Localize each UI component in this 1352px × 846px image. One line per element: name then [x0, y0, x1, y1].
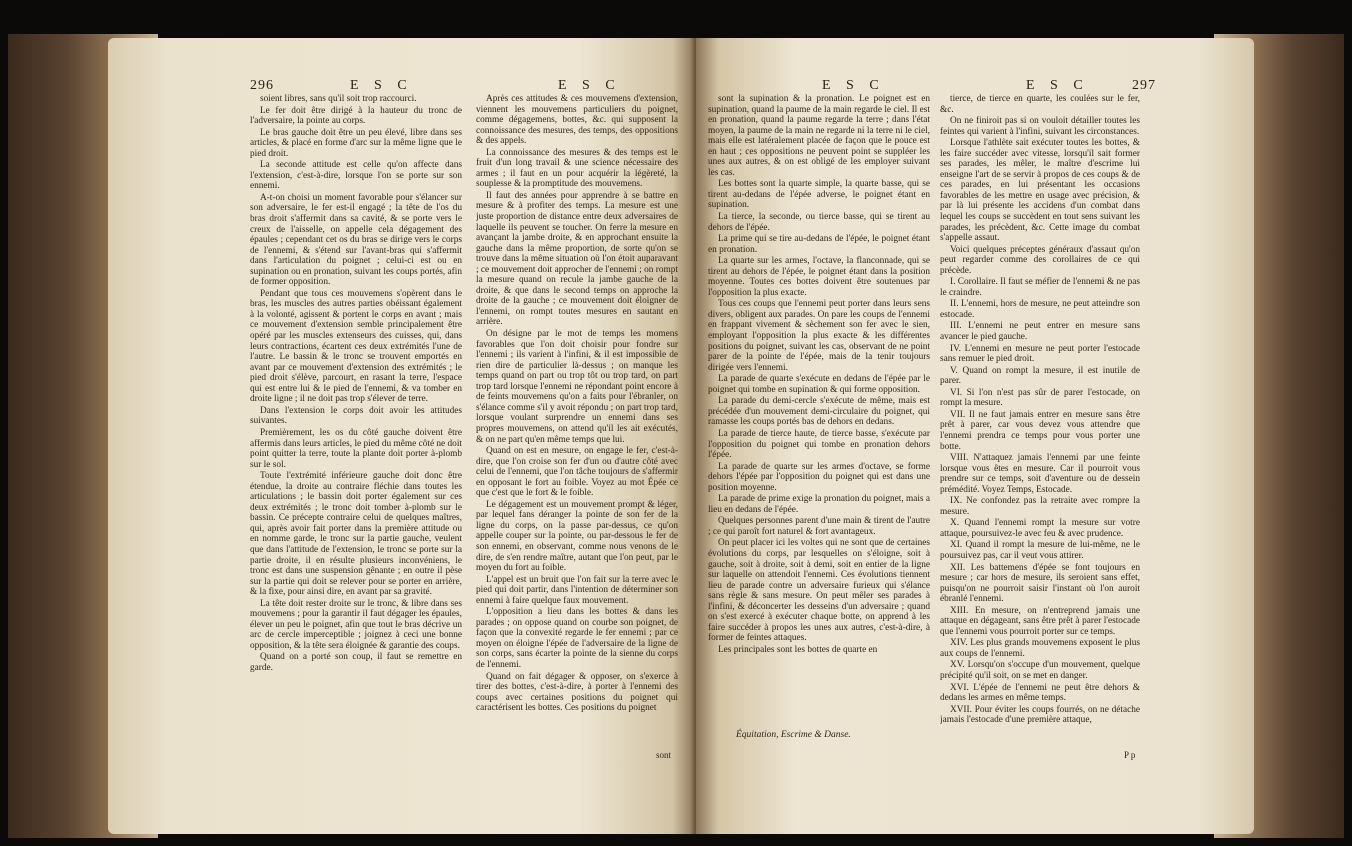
paragraph: La tierce, la seconde, ou tierce basse, qui se tirent au dehors de l'épée. — [708, 212, 930, 233]
right-page — [696, 38, 1254, 834]
paragraph: Premièrement, les os du côté gauche doivent être affermis dans leurs articles, le pied du même côté ne doit point quitter la terre, toute la plante doit porter à-plomb sur le sol. — [250, 427, 462, 470]
paragraph: III. L'ennemi ne peut entrer en mesure sans avancer le pied gauche. — [940, 321, 1140, 343]
book-spread — [8, 34, 1344, 838]
paragraph: Les bottes sont la quarte simple, la quarte basse, qui se tirent au-dedans de l'épée adverse, le poignet étant en supination. — [708, 179, 930, 211]
running-head-left-col1: E S C — [350, 78, 413, 93]
right-page-column-1 — [708, 94, 930, 724]
paragraph: La parade de quarte s'exécute en dedans de l'épée par le poignet qui tombe en supination & qui forme opposition. — [708, 374, 930, 395]
paragraph: La parade de tierce haute, de tierce basse, s'exécute par l'opposition du poignet qui tombe en pronation dehors l'épée. — [708, 428, 930, 461]
running-head-left-col2: E S C — [558, 78, 621, 93]
paragraph: XVI. L'épée de l'ennemi ne peut être dehors & dedans les armes en même temps. — [940, 682, 1140, 704]
paragraph: tierce, de tierce en quarte, les coulées sur le fer, &c. — [940, 94, 1140, 115]
signature-mark: P p — [1124, 750, 1136, 760]
paragraph: Quand on fait dégager & opposer, on s'exerce à tirer des bottes, c'est-à-dire, à porter à l'ennemi des coups avec certaines positions du poignet qui caractérisent les bottes. Ces positions du poignet — [476, 671, 678, 714]
paragraph: Après ces attitudes & ces mouvemens d'extension, viennent les mouvemens particuliers du poignet, comme dégagemens, bottes, &c. qui supposent la connoissance des mesures, des temps, des oppositions & des appels. — [476, 94, 678, 147]
paragraph: sont la supination & la pronation. Le poignet est en supination, quand la paume de la main regarde le ciel. Il est en pronation, quand la paume regarde la terre ; dans l'état moyen, la paume de la main ne regarde ni la terre ni le ciel, mais elle est latéralement placée de façon que le pouce est en haut ; ces oppositions ne peuvent point se suppléer les unes aux autres, & on est obligé de les employer suivant les cas. — [708, 94, 930, 178]
paragraph: IX. Ne confondez pas la retraite avec rompre la mesure. — [940, 496, 1140, 517]
paragraph: L'opposition a lieu dans les bottes & dans les parades ; on oppose quand on courbe son poignet, de façon que la convexité regarde le fer ennemi ; par ce moyen on éloigne l'épée de l'adversaire de la ligne de son corps, sans écarter la pointe de la sienne du corps de l'ennemi. — [476, 607, 678, 670]
left-page-column-1 — [250, 94, 462, 734]
paragraph: La parade du demi-cercle s'exécute de même, mais est précédée d'un mouvement demi-circulaire du poignet, qui ramasse les coups portés bas de dehors en dedans. — [708, 396, 930, 428]
paragraph: Lorsque l'athlète sait exécuter toutes les bottes, & les faire succéder avec vitesse, lorsqu'il sait former ses parades, les mêler, le maître d'escrime lui enseigne l'art de se servir à propos de ces coups & de ces parades, en lui présentant les occasions favorables de les mettre en usage avec précision, & par là lui présente les accidens d'un combat dans lequel les coups se succèdent en tout sens suivant les parades, les précèdent, &c. Cette image du combat s'appelle assaut. — [940, 138, 1140, 244]
paragraph: VII. Il ne faut jamais entrer en mesure sans être prêt à parer, car vous devez vous attendre que l'ennemi prendra ce temps pour vous porter une botte. — [940, 409, 1140, 452]
paragraph: XV. Lorsqu'on s'occupe d'un mouvement, quelque précipité qu'il soit, on se met en danger. — [940, 660, 1140, 681]
paragraph: Tous ces coups que l'ennemi peut porter dans leurs sens divers, obligent aux parades. On pare les coups de l'ennemi en frappant vivement & sèchement son fer avec le sien, employant l'opposition la plus exacte & les différentes positions du poignet, suivant les cas, observant de ne point parer de la pointe de l'épée, mais de la tenir toujours dirigée vers l'ennemi. — [708, 299, 930, 373]
paragraph: La parade de prime exige la pronation du poignet, mais a lieu en dedans de l'épée. — [708, 494, 930, 515]
paragraph: On peut placer ici les voltes qui ne sont que de certaines évolutions du corps, par lesquelles on s'éloigne, soit à gauche, soit à droite, soit à demi, soit en entier de la ligne sur laquelle on attendoit l'ennemi. Ces évolutions tiennent lieu de parade contre un adversaire furieux qui s'élance sans règle & sans mesure. On peut mêler ses parades à l'infini, & déconcerter les desseins d'un adversaire ; quand on s'est exercé à exécuter chaque botte, on apprend à les faire succéder à propos les unes aux autres, c'est-à-dire, à former de feintes attaques. — [708, 538, 930, 644]
paragraph: XIII. En mesure, on n'entreprend jamais une attaque en dégageant, sans être prêt à parer l'estocade que l'ennemi vous pourroit porter sur ce temps. — [940, 605, 1140, 637]
paragraph: Quand on est en mesure, on engage le fer, c'est-à-dire, que l'on croise son fer d'un ou d'autre côté avec celui de l'ennemi, que l'on tâche toujours de s'affermir en opposant le fort au foible. Voyez au mot Épée ce que c'est que le fort & le foible. — [476, 446, 678, 499]
paragraph: La parade de quarte sur les armes d'octave, se forme dehors l'épée par l'opposition du poignet qui est dans une position moyenne. — [708, 461, 930, 493]
running-head-right-col1: E S C — [822, 78, 885, 93]
paragraph: Pendant que tous ces mouvemens s'opèrent dans le bras, les muscles des autres parties obéissant également à la volonté, agissent & portent le corps en avant ; mais ce mouvement d'extension semble principalement être opéré par les muscles extenseurs des cuisses, qui, dans leurs contractions, écartent ces deux extrémités l'une de l'autre. Le bassin & le tronc se trouvent emportés en avant par ce mouvement d'extension des extrémités ; le pied droit s'élève, parcourt, en rasant la terre, l'espace qui est entre lui & le pied de l'ennemi, & va tomber en droite ligne ; il ne doit pas trop s'élever de terre. — [250, 288, 462, 405]
paragraph: II. L'ennemi, hors de mesure, ne peut atteindre son estocade. — [940, 299, 1140, 320]
paragraph: A-t-on choisi un moment favorable pour s'élancer sur son adversaire, le fer est-il engagé ; la tête de l'os du bras droit s'affermit dans sa cavité, & se porte vers le creux de l'aisselle, on appelle cela dégagement des épaules ; cependant cet os du bras se dirige vers le corps de l'ennemi, & s'étend sur l'avant-bras qui s'affermit dans l'articulation du poignet ; celui-ci est ou en supination ou en pronation, suivant les coups portés, afin de former opposition. — [250, 192, 462, 288]
paragraph: I. Corollaire. Il faut se méfier de l'ennemi & ne pas le craindre. — [940, 277, 1140, 298]
paragraph: Le fer doit être dirigé à la hauteur du tronc de l'adversaire, la pointe au corps. — [250, 105, 462, 127]
paragraph: Les principales sont les bottes de quarte en — [718, 644, 878, 655]
paragraph: Quand on a porté son coup, il faut se remettre en garde. — [250, 652, 462, 673]
paragraph: Dans l'extension le corps doit avoir les attitudes suivantes. — [250, 405, 462, 427]
paragraph: Toute l'extrémité inférieure gauche doit donc être étendue, la droite au contraire fléchie dans toutes les articulations ; le bassin doit porter également sur ces deux extrémités ; le tronc doit tomber à-plomb sur le bassin. Ce précepte contraire celui de quelques maîtres, qui, après avoir fait porter dans la première attitude ou en nomme garde, le tronc sur la partie gauche, veulent que dans l'attitude de l'extension, le tronc se porte sur la partie droite, il en résulte plusieurs inconvéniens, le tronc est dans une suspension gênante ; en outre il pèse sur la partie qui doit se relever pour se porter en arrière, & la fixe, pour ainsi dire, en avant par sa gravité. — [250, 471, 462, 598]
paragraph: La seconde attitude est celle qu'on affecte dans l'extension, c'est-à-dire, lorsque l'on se porte sur son ennemi. — [250, 160, 462, 192]
paragraph: La prime qui se tire au-dedans de l'épée, le poignet étant en pronation. — [708, 234, 930, 255]
paragraph: Quelques personnes parent d'une main & tirent de l'autre ; ce qui paroît fort naturel & fort avantageux. — [708, 516, 930, 537]
paragraph: Le dégagement est un mouvement prompt & léger, par lequel fans déranger la pointe de son fer de la ligne du corps, on la passe par-dessus, ce qu'on appelle couper sur la pointe, ou par-dessous le fer de son ennemi, en observant, comme nous venons de le dire, de s'en rendre maître, autant que l'on peut, par le moyen du fort au foible. — [476, 499, 678, 574]
running-head-right-col2: E S C — [1026, 78, 1089, 93]
paragraph: On ne finiroit pas si on vouloit détailler toutes les feintes qui varient à l'infini, suivant les circonstances. — [940, 116, 1140, 137]
paragraph: Voici quelques préceptes généraux d'assaut qu'on peut regarder comme des corollaires de ce qui précède. — [940, 244, 1140, 276]
paragraph: XI. Quand il rompt la mesure de lui-même, ne le poursuivez pas, car il veut vous attirer. — [940, 540, 1140, 561]
paragraph: soient libres, sans qu'il soit trop raccourci. — [260, 94, 417, 104]
paragraph: X. Quand l'ennemi rompt la mesure sur votre attaque, poursuivez-le avec feu & avec prudence. — [940, 518, 1140, 539]
paragraph: VI. Si l'on n'est pas sûr de parer l'estocade, on rompt la mesure. — [940, 387, 1140, 409]
paragraph: XIV. Les plus grands mouvemens exposent le plus aux coups de l'ennemi. — [940, 638, 1140, 659]
paragraph: La tête doit rester droite sur le tronc, & libre dans ses mouvemens ; pour la garantir il faut dégager les épaules, élever un peu le poignet, afin que tout le bras décrive un arc de cercle imperceptible ; joignez à ceci une bonne opposition, & la tête sera éloignée & garantie des coups. — [250, 598, 462, 651]
page-number-right: 297 — [1132, 78, 1156, 93]
left-page — [108, 38, 696, 834]
footer-volume-title: Équitation, Escrime & Danse. — [736, 730, 851, 740]
paragraph: V. Quand on rompt la mesure, il est inutile de parer. — [940, 365, 1140, 387]
paragraph: IV. L'ennemi en mesure ne peut porter l'estocade sans remuer le pied droit. — [940, 343, 1140, 365]
catchword: sont — [656, 750, 672, 760]
paragraph: VIII. N'attaquez jamais l'ennemi par une feinte lorsque vous êtes en mesure. Car il pourroit vous prendre sur ce temps, soit d'aventure ou de dessein prémédité. Voyez Temps, Estocade. — [940, 453, 1140, 495]
page-number-left: 296 — [250, 78, 274, 93]
paragraph: La quarte sur les armes, l'octave, la flanconnade, qui se tirent au dehors de l'épée, le poignet étant dans la position moyenne. Toutes ces bottes doivent être soutenues par l'opposition la plus exacte. — [708, 256, 930, 298]
paragraph: L'appel est un bruit que l'on fait sur la terre avec le pied qui doit partir, dans l'intention de déterminer son ennemi à faire quelque faux mouvement. — [476, 574, 678, 606]
paragraph: La connoissance des mesures & des temps est le fruit d'un long travail & une science nécessaire des armes ; il faut en un pour acquérir la légèreté, la souplesse & la promptitude des mouvemens. — [476, 147, 678, 190]
paragraph: On désigne par le mot de temps les momens favorables que l'on doit choisir pour fondre sur l'ennemi ; ils varient à l'infini, & il est impossible de rien dire de particulier là-dessus ; on manque les temps quand on part ou trop tôt ou trop tard, on part trop tard lorsque l'ennemi ne répondant point encore à de feints mouvemens qu'on a faits pour l'ébranler, on s'élance comme s'il y avoit répondu ; on part trop tard, lorsque voulant surprendre un ennemi dans ses propres mouvemens, on attend qu'il les ait exécutés, & on ne part qu'en même temps que lui. — [476, 329, 678, 445]
paragraph: Le bras gauche doit être un peu élevé, libre dans ses articles, & placé en forme d'arc sur la même ligne que le pied droit. — [250, 127, 462, 159]
left-page-column-2 — [476, 94, 678, 734]
right-page-column-2 — [940, 94, 1140, 734]
paragraph: XII. Les battemens d'épée se font toujours en mesure ; car hors de mesure, ils seroient sans effet, puisqu'on ne pourroit saisir l'instant où l'on auroit ébranlé l'ennemi. — [940, 562, 1140, 605]
paragraph: XVII. Pour éviter les coups fourrés, on ne détache jamais l'estocade d'une première attaque, — [940, 704, 1140, 726]
paragraph: Il faut des années pour apprendre à se battre en mesure & à profiter des temps. La mesure est une juste proportion de distance entre deux adversaires de laquelle ils peuvent se toucher. On ferre la mesure en avançant la jambe droite, & en approchant ensuite la gauche dans la même proportion, de sorte qu'on se trouve dans la même situation où l'on étoit auparavant ; ce mouvement doit approcher de l'ennemi ; on rompt la mesure quand on recule la jambe gauche de la droite, & que dans le second temps on approche la droite de la gauche ; ce mouvement doit éloigner de l'ennemi, on rompt toutes mesures en sautant en arrière. — [476, 190, 678, 328]
